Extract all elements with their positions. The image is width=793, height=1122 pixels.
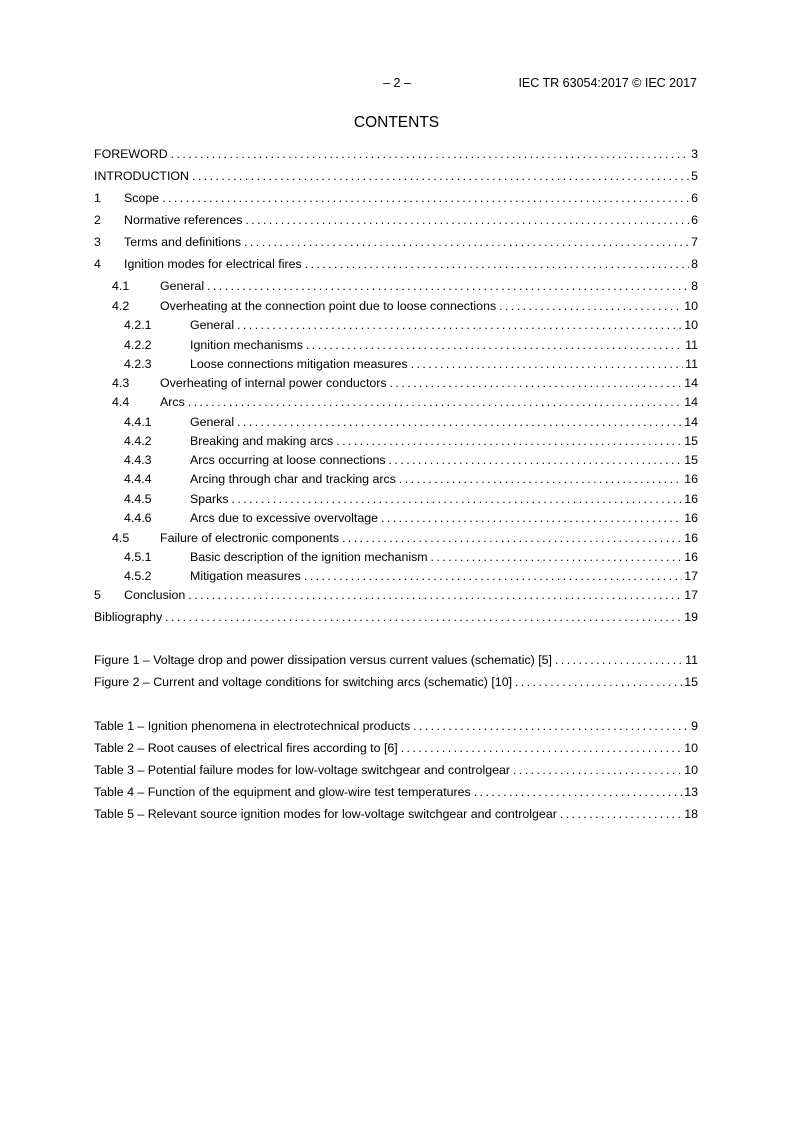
toc-entry-number: 2 (94, 213, 101, 227)
table-entry[interactable] (94, 784, 698, 800)
toc-entry-page: 10 (684, 741, 698, 755)
toc-entry[interactable] (94, 168, 698, 184)
toc-entry-page: 16 (684, 511, 698, 525)
toc-entry-title: Ignition mechanisms . . . (190, 337, 698, 353)
toc-entry-title: Sparks . . . (190, 491, 698, 507)
toc-entry-page: 8 (691, 279, 698, 293)
toc-entry-title: Overheating of internal power conductors . . . (160, 375, 698, 391)
toc-entry-number: 4.2.3 (124, 357, 152, 371)
table-entry[interactable] (94, 740, 698, 756)
toc-entry-page: 8 (691, 257, 698, 271)
toc-entry-page: 10 (684, 763, 698, 777)
toc-entry[interactable] (94, 414, 698, 430)
toc-entry[interactable] (94, 452, 698, 468)
toc-entry-title: Scope . . . (124, 190, 698, 206)
toc-entry-page: 7 (691, 235, 698, 249)
toc-entry-title: Terms and definitions . . . (124, 234, 698, 250)
toc-entry-number: 4.4.1 (124, 415, 152, 429)
toc-entry-title: Mitigation measures . . . (190, 568, 698, 584)
page-number: – 2 – (383, 76, 411, 90)
toc-entry-page: 15 (684, 434, 698, 448)
toc-entry-number: 4.5.2 (124, 569, 152, 583)
toc-entry-title: Normative references . . . (124, 212, 698, 228)
toc-entry-page: 16 (684, 550, 698, 564)
toc-entry-page: 5 (691, 169, 698, 183)
toc-entry-title: Arcs due to excessive overvoltage . . . (190, 510, 698, 526)
toc-entry-page: 6 (691, 213, 698, 227)
toc-entry-title: Table 3 – Potential failure modes for low-voltage switchgear and controlgear . . . (94, 762, 698, 778)
toc-entry[interactable] (94, 234, 698, 250)
toc-entry[interactable] (94, 375, 698, 391)
toc-entry[interactable] (94, 146, 698, 162)
toc-entry-title: Failure of electronic components . . . (160, 530, 698, 546)
table-entry[interactable] (94, 718, 698, 734)
toc-entry-page: 17 (684, 588, 698, 602)
toc-entry-page: 14 (684, 415, 698, 429)
toc-entry[interactable] (94, 394, 698, 410)
toc-entry-page: 16 (684, 531, 698, 545)
toc-entry-title: Figure 1 – Voltage drop and power dissipation versus current values (schematic) [5] . . . (94, 652, 698, 668)
toc-entry-number: 5 (94, 588, 101, 602)
toc-entry-title: Overheating at the connection point due to loose connections . . . (160, 298, 698, 314)
figure-entry[interactable] (94, 674, 698, 690)
figure-entry[interactable] (94, 652, 698, 668)
toc-entry-title: Ignition modes for electrical fires . . . (124, 256, 698, 272)
table-entry[interactable] (94, 762, 698, 778)
toc-entry-title: Breaking and making arcs . . . (190, 433, 698, 449)
toc-entry[interactable] (94, 471, 698, 487)
toc-entry-page: 19 (684, 610, 698, 624)
toc-entry-page: 16 (684, 492, 698, 506)
toc-entry[interactable] (94, 298, 698, 314)
table-entry[interactable] (94, 806, 698, 822)
toc-entry-page: 11 (685, 653, 698, 667)
toc-entry[interactable] (94, 356, 698, 372)
toc-entry-number: 4.2 (112, 299, 130, 313)
toc-entry-number: 3 (94, 235, 101, 249)
toc-entry-title: Bibliography . . . (94, 609, 698, 625)
toc-entry-title: Basic description of the ignition mechanism . . . (190, 549, 698, 565)
toc-entry[interactable] (94, 491, 698, 507)
toc-entry[interactable] (94, 549, 698, 565)
toc-entry-page: 16 (684, 472, 698, 486)
toc-entry-page: 14 (684, 395, 698, 409)
toc-entry-title: FOREWORD . . . (94, 146, 698, 162)
toc-entry-page: 17 (684, 569, 698, 583)
toc-entry[interactable] (94, 568, 698, 584)
toc-entry-page: 9 (691, 719, 698, 733)
toc-entry-title: General . . . (160, 278, 698, 294)
toc-entry-title: INTRODUCTION . . . (94, 168, 698, 184)
toc-entry[interactable] (94, 510, 698, 526)
toc-entry-number: 4.2.1 (124, 318, 152, 332)
toc-entry-title: Figure 2 – Current and voltage conditions for switching arcs (schematic) [10] . . . (94, 674, 698, 690)
toc-entry[interactable] (94, 609, 698, 625)
toc-entry-number: 4.4.2 (124, 434, 152, 448)
toc-entry[interactable] (94, 212, 698, 228)
toc-entry-number: 4.2.2 (124, 338, 152, 352)
toc-entry-number: 4 (94, 257, 101, 271)
toc-entry-number: 4.3 (112, 376, 130, 390)
toc-entry-number: 4.4.4 (124, 472, 152, 486)
toc-entry-page: 11 (685, 357, 698, 371)
document-reference: IEC TR 63054:2017 © IEC 2017 (518, 76, 697, 90)
toc-entry-page: 13 (684, 785, 698, 799)
toc-entry[interactable] (94, 190, 698, 206)
toc-entry-page: 18 (684, 807, 698, 821)
toc-entry-number: 4.4.3 (124, 453, 152, 467)
toc-entry-page: 3 (691, 147, 698, 161)
toc-entry-page: 10 (684, 299, 698, 313)
toc-entry-title: Table 1 – Ignition phenomena in electrotechnical products . . . (94, 718, 698, 734)
toc-entry-title: General . . . (190, 317, 698, 333)
toc-entry-number: 4.5 (112, 531, 130, 545)
toc-entry-title: Table 5 – Relevant source ignition modes for low-voltage switchgear and controlgear . . . (94, 806, 698, 822)
toc-entry[interactable] (94, 337, 698, 353)
toc-entry-page: 6 (691, 191, 698, 205)
contents-title: CONTENTS (353, 114, 440, 131)
toc-entry[interactable] (94, 278, 698, 294)
toc-entry-number: 4.4.5 (124, 492, 152, 506)
toc-entry[interactable] (94, 433, 698, 449)
toc-entry-number: 4.4.6 (124, 511, 152, 525)
toc-entry-number: 1 (94, 191, 101, 205)
toc-entry-page: 10 (684, 318, 698, 332)
toc-entry-title: Arcs . . . (160, 394, 698, 410)
toc-entry-page: 15 (684, 453, 698, 467)
toc-entry-number: 4.4 (112, 395, 130, 409)
toc-entry-title: Conclusion . . . (124, 587, 698, 603)
toc-entry-page: 15 (684, 675, 698, 689)
toc-entry-title: Loose connections mitigation measures . . . (190, 356, 698, 372)
toc-entry-title: Arcing through char and tracking arcs . . . (190, 471, 698, 487)
toc-entry[interactable] (94, 530, 698, 546)
toc-entry-number: 4.5.1 (124, 550, 152, 564)
toc-entry-title: General . . . (190, 414, 698, 430)
toc-entry[interactable] (94, 256, 698, 272)
toc-entry[interactable] (94, 317, 698, 333)
toc-entry-page: 14 (684, 376, 698, 390)
toc-entry-title: Table 4 – Function of the equipment and glow-wire test temperatures . . . (94, 784, 698, 800)
toc-entry-number: 4.1 (112, 279, 130, 293)
toc-entry[interactable] (94, 587, 698, 603)
toc-entry-title: Table 2 – Root causes of electrical fires according to [6] . . . (94, 740, 698, 756)
toc-entry-title: Arcs occurring at loose connections . . . (190, 452, 698, 468)
toc-entry-page: 11 (685, 338, 698, 352)
